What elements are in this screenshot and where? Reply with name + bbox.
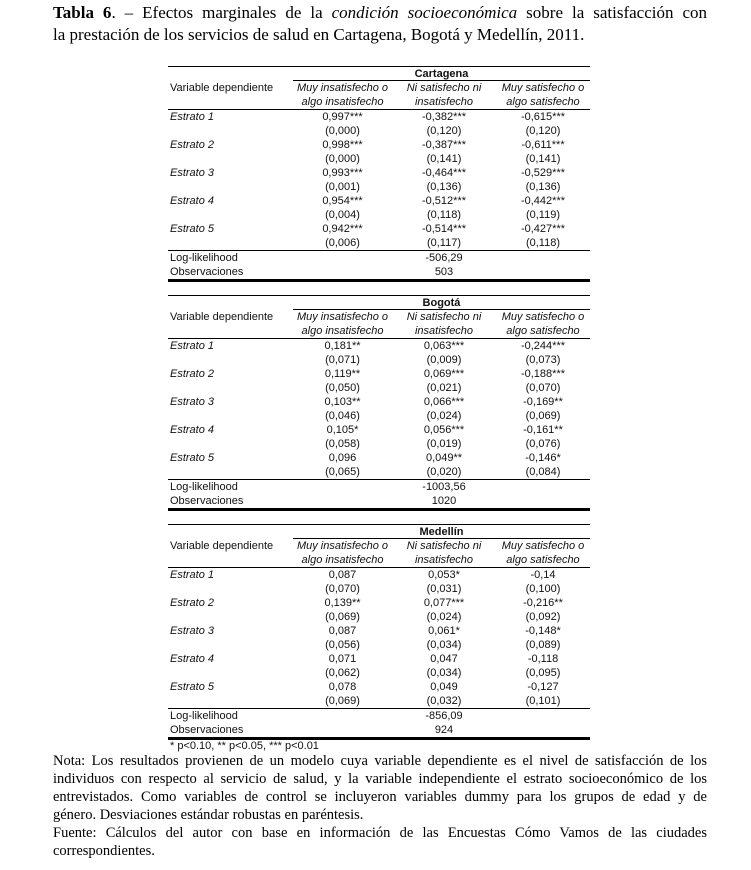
coef-cell: -0,188*** [520,368,566,380]
results-table-medellin [168,524,590,740]
se-cell: (0,089) [525,639,561,651]
se-cell: (0,065) [325,466,360,478]
coef-cell: -0,169** [523,396,563,408]
se-cell: (0,084) [525,466,561,478]
results-table-cartagena [168,66,590,282]
se-cell: (0,034) [426,639,462,651]
coef-cell: 0,047 [430,653,458,665]
coef-cell: -0,387*** [421,139,467,151]
table-row-se [168,610,590,624]
note-line: entrevistados. Como variables de control se incluyeron variables dummy para los grupos de edad y de [53,789,707,805]
log-likelihood-value: -506,29 [425,252,463,264]
observations-label: Observaciones [170,266,244,278]
col-header-insatisfecho: Muy insatisfecho o algo insatisfecho [296,311,389,337]
se-cell: (0,032) [426,695,462,707]
row-label: Estrato 4 [170,195,215,207]
caption-line-1 [53,2,707,24]
table-row [168,423,590,437]
table-row-se [168,638,590,652]
caption-table-number: Tabla 6 [53,3,112,22]
coef-cell: -0,14 [530,569,556,581]
se-cell: (0,020) [426,466,462,478]
coef-cell: 0,056*** [423,424,465,436]
coef-cell: 0,071 [328,653,357,665]
table-row-se [168,236,590,250]
coef-cell: -0,244*** [520,340,566,352]
significance-footnote: * p<0.10, ** p<0.05, *** p<0.01 [170,740,319,752]
coef-cell: 0,049** [425,452,463,464]
table-row [168,367,590,381]
table-row [168,568,590,582]
coef-cell: -0,529*** [520,167,566,179]
se-cell: (0,100) [525,583,561,595]
note-line: género. Desviaciones estándar robustas en paréntesis. [53,807,364,823]
log-likelihood-row [168,480,590,494]
se-cell: (0,117) [426,237,462,249]
se-cell: (0,076) [525,438,561,450]
se-cell: (0,000) [325,153,360,165]
se-cell: (0,120) [525,125,561,137]
se-cell: (0,069) [325,695,360,707]
se-cell: (0,141) [426,153,462,165]
se-cell: (0,062) [325,667,360,679]
table-row [168,138,590,152]
city-name: Cartagena [293,67,590,81]
se-cell: (0,092) [525,611,561,623]
se-cell: (0,101) [525,695,561,707]
log-likelihood-label: Log-likelihood [170,481,238,493]
variable-label: Variable dependiente [170,311,274,323]
col-header-insatisfecho: Muy insatisfecho o algo insatisfecho [296,540,389,566]
se-cell: (0,024) [426,410,462,422]
col-header-neutral: Ni satisfecho ni insatisfecho [406,82,482,108]
city-header-row [168,525,590,539]
column-header-row [168,81,590,110]
table-row [168,652,590,666]
table-row-se [168,208,590,222]
caption-italic-text: condición socioeconómica [331,3,518,22]
column-header-row [168,539,590,568]
note-line: individuos con respecto al servicio de salud, y la variable independiente el estrato socioeconómico de los [53,771,707,787]
coef-cell: 0,087 [328,569,357,581]
city-name: Bogotá [293,296,590,310]
coef-cell: -0,216** [523,597,563,609]
se-cell: (0,004) [325,209,360,221]
coef-cell: 0,053* [428,569,460,581]
table-row-se [168,381,590,395]
table-row [168,166,590,180]
caption-text-rest: sobre la satisfacción con [517,3,707,22]
column-header-row [168,310,590,339]
table-row [168,680,590,694]
col-header-satisfecho: Muy satisfecho o algo satisfecho [501,82,585,108]
se-cell: (0,070) [325,583,360,595]
coef-cell: 0,139** [324,597,361,609]
table-row [168,194,590,208]
se-cell: (0,019) [426,438,462,450]
row-label: Estrato 5 [170,223,215,235]
se-cell: (0,069) [525,410,561,422]
coef-cell: -0,442*** [520,195,566,207]
se-cell: (0,141) [525,153,561,165]
city-name: Medellín [293,525,590,539]
row-label: Estrato 5 [170,681,215,693]
coef-cell: 0,078 [328,681,357,693]
table-row [168,624,590,638]
se-cell: (0,046) [325,410,360,422]
se-cell: (0,070) [525,382,561,394]
row-label: Estrato 1 [170,569,215,581]
col-header-satisfecho: Muy satisfecho o algo satisfecho [501,311,585,337]
table-caption [53,2,707,46]
row-label: Estrato 2 [170,368,215,380]
coef-cell: -0,161** [523,424,563,436]
coef-cell: 0,181** [324,340,361,352]
source-line: correspondientes. [53,843,155,859]
se-cell: (0,120) [426,125,462,137]
coef-cell: 0,103** [324,396,361,408]
log-likelihood-row [168,709,590,723]
row-label: Estrato 4 [170,653,215,665]
se-cell: (0,056) [325,639,360,651]
table-body [168,110,590,251]
se-cell: (0,095) [525,667,561,679]
source-line: Fuente: Cálculos del autor con base en información de las Encuestas Cómo Vamos de las ciudades [53,825,707,841]
coef-cell: 0,954*** [322,195,363,207]
log-likelihood-value: -1003,56 [422,481,466,493]
log-likelihood-label: Log-likelihood [170,252,238,264]
observations-label: Observaciones [170,724,244,736]
city-header-row [168,67,590,81]
row-label: Estrato 2 [170,139,215,151]
coef-cell: -0,146* [525,452,561,464]
table-row-se [168,666,590,680]
col-header-neutral: Ni satisfecho ni insatisfecho [406,540,482,566]
se-cell: (0,034) [426,667,462,679]
table-row-se [168,180,590,194]
se-cell: (0,136) [525,181,561,193]
se-cell: (0,001) [325,181,360,193]
log-likelihood-value: -856,09 [425,710,463,722]
log-likelihood-label: Log-likelihood [170,710,238,722]
coef-cell: 0,119** [324,368,361,380]
coef-cell: 0,061* [428,625,460,637]
se-cell: (0,024) [426,611,462,623]
row-label: Estrato 4 [170,424,215,436]
col-header-neutral: Ni satisfecho ni insatisfecho [406,311,482,337]
row-label: Estrato 3 [170,167,215,179]
se-cell: (0,069) [325,611,360,623]
observations-row [168,265,590,279]
coef-cell: 0,087 [328,625,357,637]
row-label: Estrato 2 [170,597,215,609]
table-row-se [168,124,590,138]
coef-cell: 0,998*** [322,139,363,151]
coef-cell: -0,127 [527,681,559,693]
se-cell: (0,136) [426,181,462,193]
table-row [168,451,590,465]
table-row [168,110,590,124]
coef-cell: -0,514*** [421,223,467,235]
se-cell: (0,031) [426,583,462,595]
coef-cell: -0,427*** [520,223,566,235]
row-label: Estrato 1 [170,111,215,123]
results-table-bogota [168,295,590,511]
log-likelihood-row [168,251,590,265]
observations-row [168,494,590,508]
col-header-insatisfecho: Muy insatisfecho o algo insatisfecho [296,82,389,108]
se-cell: (0,021) [426,382,462,394]
variable-label: Variable dependiente [170,540,274,552]
observations-label: Observaciones [170,495,244,507]
coef-cell: 0,096 [328,452,357,464]
observations-value: 1020 [431,495,457,507]
coef-cell: 0,105* [326,424,359,436]
row-label: Estrato 5 [170,452,215,464]
coef-cell: 0,997*** [322,111,363,123]
table-row-se [168,152,590,166]
observations-row [168,723,590,737]
coef-cell: -0,611*** [521,139,565,151]
coef-cell: -0,382*** [421,111,467,123]
se-cell: (0,119) [525,209,561,221]
se-cell: (0,118) [426,209,462,221]
table-row-se [168,694,590,708]
variable-label: Variable dependiente [170,82,274,94]
row-label: Estrato 3 [170,396,215,408]
coef-cell: 0,993*** [322,167,363,179]
coef-cell: 0,049 [430,681,458,693]
se-cell: (0,071) [325,354,360,366]
caption-line-2: la prestación de los servicios de salud en Cartagena, Bogotá y Medellín, 2011. [53,25,585,44]
table-row [168,395,590,409]
row-label: Estrato 3 [170,625,215,637]
se-cell: (0,009) [426,354,462,366]
se-cell: (0,058) [325,438,360,450]
table-body [168,339,590,480]
table-row-se [168,437,590,451]
row-label: Estrato 1 [170,340,215,352]
se-cell: (0,006) [325,237,360,249]
coef-cell: 0,063*** [423,340,465,352]
table-body [168,568,590,709]
coef-cell: -0,118 [527,653,559,665]
note-line: Nota: Los resultados provienen de un modelo cuya variable dependiente es el nivel de satisfacción de los [53,753,707,769]
coef-cell: -0,464*** [421,167,467,179]
table-row [168,596,590,610]
coef-cell: 0,942*** [322,223,363,235]
city-header-row [168,296,590,310]
observations-value: 503 [434,266,454,278]
caption-text: . – Efectos marginales de la [111,3,332,22]
table-row-se [168,465,590,479]
se-cell: (0,118) [525,237,561,249]
coef-cell: 0,066*** [423,396,465,408]
coef-cell: -0,615*** [520,111,566,123]
col-header-satisfecho: Muy satisfecho o algo satisfecho [501,540,585,566]
se-cell: (0,073) [525,354,561,366]
table-notes [53,752,707,860]
coef-cell: -0,512*** [421,195,467,207]
se-cell: (0,050) [325,382,360,394]
table-row-se [168,409,590,423]
table-row [168,339,590,353]
coef-cell: -0,148* [525,625,561,637]
table-row-se [168,353,590,367]
se-cell: (0,000) [325,125,360,137]
table-row-se [168,582,590,596]
table-row [168,222,590,236]
observations-value: 924 [434,724,454,736]
coef-cell: 0,069*** [423,368,465,380]
coef-cell: 0,077*** [423,597,465,609]
